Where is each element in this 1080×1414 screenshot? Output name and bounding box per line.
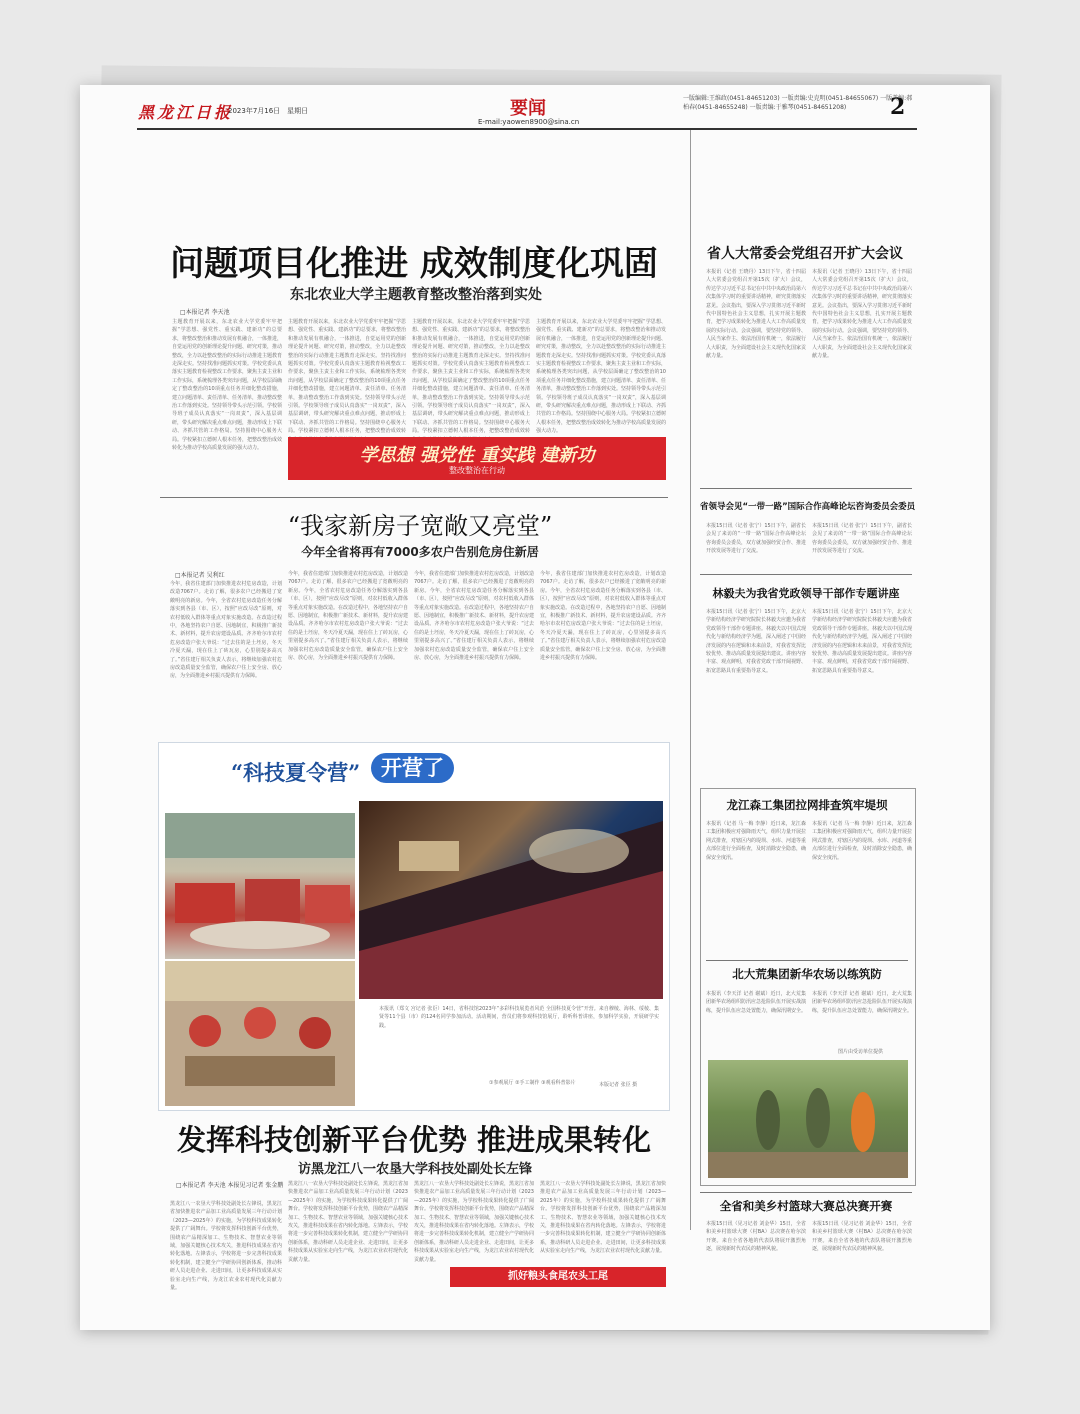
right-divider	[706, 960, 908, 961]
camp-photo-dome	[359, 801, 663, 999]
issue-date: 2023年7月16日 星期日	[228, 107, 309, 115]
camp-feature	[158, 742, 670, 1111]
banner-subtitle: 整改整治在行动	[449, 466, 505, 475]
right-divider	[700, 574, 912, 575]
farm-drill-body-col2	[812, 990, 912, 1042]
workshop-photo-icon	[165, 961, 355, 1106]
npc-meeting-headline: 省人大常委会党组召开扩大会议	[707, 246, 903, 262]
lead-body-col2	[288, 318, 406, 433]
house-subhead: 今年全省将再有7000多农户告别危房住新居	[301, 545, 539, 559]
lecture-headline: 林毅夫为我省党政领导干部作专题讲座	[712, 587, 900, 600]
campaign-banner	[288, 437, 666, 480]
farm-drill-body-col1	[706, 990, 806, 1052]
camp-caption	[379, 1005, 659, 1075]
belt-road-body-col2	[812, 522, 912, 564]
lecture-text: 本报15日讯（记者 张宁）15日下午，北京大学新结构经济学研究院院长林毅夫应邀为我省党政领导干部作专题讲座。林毅夫以中国式现代化与新结构经济学为题，深入阐述了中国经济发展的内在逻辑和未来前景，对我省发挥比较优势、推动高质量发展提出建议。讲座内容丰富、观点鲜明，对我省党政干部开阔视野、拓宽思路具有重要指导意义。	[812, 609, 913, 674]
forestry-text: 本报讯（记者 马一梅 李静）近日来，龙江森工集团积极应对强降雨天气，组织力量开展拉网式排查，对辖区内的堤坝、水库、河道等重点部位进行全面检查，及时消除安全隐患，确保安全度汛。	[812, 821, 913, 861]
newspaper-logo: 黑龙江日报	[138, 103, 234, 122]
farm-drill-text: 本报讯（李天洋 记者 谢斌）近日，北大荒集团新华农场组织防汛应急抢险队伍开展实战演练，提升队伍应急处置能力，确保汛期安全。	[706, 991, 807, 1014]
lecture-body-col2	[812, 608, 912, 750]
basketball-text: 本报15日讯（见习记者 刘金华）15日，全省和美乡村篮球大赛（村BA）总决赛在哈尔滨开赛。来自全省各地的代表队将展开激烈角逐，展现新时代农民的精神风貌。	[706, 1221, 806, 1253]
basketball-headline: 全省和美乡村篮球大赛总决赛开赛	[719, 1199, 893, 1213]
banner-slogan: 学思想 强党性 重实践 建新功	[359, 445, 595, 466]
lecture-body-col1	[706, 608, 806, 750]
tech-body-text: 黑龙江八一农垦大学科技处副处长左锋说，黑龙江省加快推进农产品加工业高质量发展三年行动计划（2023—2025年）的实施，为学校科技成果转化提供了广阔舞台。学校将发挥科技创新平台优势，围绕农产品精深加工、生物技术、智慧农业等领域，加强关键核心技术攻关，推进科技成果在省内转化落地。左锋表示，学校将进一步完善科技成果转化机制，建立健全产学研协同创新体系，推动科研人员走进企业、走进田间，让更多科技成果从实验室走向生产线，为龙江农业农村现代化贡献力量。	[288, 1181, 409, 1263]
house-body-text: 今年，我省住建部门加快推进农村危房改造，计划改造7067户。走访了解，很多农户已经搬进了宽敞明亮的新房。今年，全省农村危房改造任务分解落实到各县（市、区），按照“应改尽改”原则，对农村低收入群体等重点对象实施改造。在改造过程中，各地坚持农户自愿、因地制宜，积极推广新技术、新材料，提升农房建设品质。齐齐哈尔市农村危房改造户张大爷说：“过去住的是土坯房，冬天冷夏天漏，现在住上了砖瓦房，心里别提多高兴了。”省住建厅相关负责人表示，将继续加强农村危房改造质量安全监管，确保农户住上安全房、放心房，为全面推进乡村振兴提供有力保障。	[540, 571, 666, 662]
tech-body-col4	[540, 1180, 666, 1264]
masthead	[138, 94, 998, 126]
house-body-col3	[414, 570, 534, 730]
camp-legend: ①参观展厅 ②手工制作 ③观看科普影片	[489, 1080, 576, 1086]
lead-headline: 问题项目化推进 成效制度化巩固	[170, 244, 658, 284]
camp-caption-text: 本报讯（郑文 宫记者 张臣）14日，省科技馆2023年“多彩科技展览者风范 全国科技夏令营”开营。来自穆棱、海林、绥棱、集贤等11个县（市）的124名同学参加活动。活动期间，营员们将参观科技馆展厅，聆听科普讲座，参加科学实验，开展研学实践。	[379, 1006, 659, 1029]
house-body-col4	[540, 570, 666, 730]
tech-body-col2	[288, 1180, 408, 1295]
tech-subhead: 访黑龙江八一农垦大学科技处副处长左锋	[297, 1162, 532, 1177]
tech-headline: 发挥科技创新平台优势 推进成果转化	[176, 1123, 652, 1157]
basketball-text: 本报15日讯（见习记者 刘金华）15日，全省和美乡村篮球大赛（村BA）总决赛在哈尔滨开赛。来自全省各地的代表队将展开激烈角逐，展现新时代农民的精神风貌。	[812, 1221, 912, 1253]
camp-photo-classroom	[165, 813, 355, 959]
forestry-headline: 龙江森工集团拉网排查筑牢堤坝	[726, 798, 888, 812]
house-headline: “我家新房子宽敞又亮堂”	[287, 512, 553, 540]
lead-subhead: 东北农业大学主题教育整改整治落到实处	[290, 287, 542, 303]
section-name: 要闻	[510, 98, 546, 119]
tech-body-text: 黑龙江八一农垦大学科技处副处长左锋说，黑龙江省加快推进农产品加工业高质量发展三年行动计划（2023—2025年）的实施，为学校科技成果转化提供了广阔舞台。学校将发挥科技创新平台优势，围绕农产品精深加工、生物技术、智慧农业等领域，加强关键核心技术攻关，推进科技成果在省内转化落地。左锋表示，学校将进一步完善科技成果转化机制，建立健全产学研协同创新体系，推动科研人员走进企业、走进田间，让更多科技成果从实验室走向生产线，为龙江农业农村现代化贡献力量。	[170, 1201, 282, 1292]
lead-body-col3	[412, 318, 530, 433]
camp-title: “科技夏令营”	[231, 760, 361, 785]
lead-body-text: 主题教育开展以来，东北农业大学党委牢牢把握“学思想、强党性、重实践、建新功”的总要求，将整改整治和推动发展有机融合，一体推进，自觉运用党的创新理论提升问题、研究对策，推动整改，全力以赴整改整治的实际行动推进主题教育走深走实。坚持找准问题抓实对策。学校党委认真落实主题教育检视整改工作要求，聚焦主责主业和工作实际，系统梳理各类突出问题，从学校层面确定了整改整治的10项重点任务并细化整改措施，建立问题清单、责任清单、任务清单，推动整改整治工作落到实处。坚持领导带头示范引领。学校领导班子成员认真落实“一岗双责”，深入基层调研，带头研究解决重点难点问题，推动形成上下联动、齐抓共管的工作格局。坚持围绕中心服务大局。学校紧扣立德树人根本任务，把整改整治成效转	[412, 319, 530, 435]
tech-byline: □本报记者 李天池 本报见习记者 张金鹏	[176, 1182, 284, 1189]
belt-road-headline: 省领导会见“一带一路”国际合作高峰论坛咨询委员会委员	[700, 502, 916, 512]
right-divider	[700, 1192, 912, 1193]
story-divider	[160, 497, 668, 498]
house-body-col2	[288, 570, 408, 730]
forestry-body-col2	[812, 820, 912, 955]
lead-body-text: 主题教育开展以来，东北农业大学党委牢牢把握“学思想、强党性、重实践、建新功”的总要求，将整改整治和推动发展有机融合，一体推进，自觉运用党的创新理论提升问题、研究对策，推动整改，全力以赴整改整治的实际行动推进主题教育走深走实。坚持找准问题抓实对策。学校党委认真落实主题教育检视整改工作要求，聚焦主责主业和工作实际，系统梳理各类突出问题，从学校层面确定了整改整治的10项重点任务并细化整改措施，建立问题清单、责任清单、任务清单，推动整改整治工作落到实处。坚持领导带头示范引领。学校领导班子成员认真落实“一岗双责”，深入基层调研，带头研究解决重点难点问题，推动形成上下联动、齐抓共管的工作格局。坚持围绕中心服务大局。学校紧扣立德树人根本任务，把整改整治成效转化为推动学校高质量发展的强大动力。	[536, 319, 667, 435]
lead-body-col1	[172, 318, 282, 486]
basketball-body-col1	[706, 1220, 806, 1290]
belt-road-body-col1	[706, 522, 806, 564]
soldiers-photo-icon	[708, 1060, 908, 1178]
flood-drill-photo	[708, 1060, 908, 1178]
house-body-text: 今年，我省住建部门加快推进农村危房改造，计划改造7067户。走访了解，很多农户已经搬进了宽敞明亮的新房。今年，全省农村危房改造任务分解落实到各县（市、区），按照“应改尽改”原则，对农村低收入群体等重点对象实施改造。在改造过程中，各地坚持农户自愿、因地制宜，积极推广新技术、新材料，提升农房建设品质。齐齐哈尔市农村危房改造户张大爷说：“过去住的是土坯房，冬天冷夏天漏，现在住上了砖瓦房，心里别提多高兴了。”省住建厅相关负责人表示，将继续加强农村危房改造质量安全监管，确保农户住上安全房、放心房，为全面推进乡村振兴提供有力保障。	[170, 581, 282, 680]
dome-theater-photo-icon	[359, 801, 663, 999]
farm-drill-text: 本报讯（李天洋 记者 谢斌）近日，北大荒集团新华农场组织防汛应急抢险队伍开展实战演练，提升队伍应急处置能力，确保汛期安全。	[812, 991, 913, 1014]
farm-drill-headline: 北大荒集团新华农场以练筑防	[732, 967, 882, 981]
column-rule	[690, 130, 691, 1230]
npc-meeting-text: 本报讯（记者 王晓丹）13日下午，省十四届人大常委会党组召开第15次（扩大）会议，传达学习习近平总书记在中共中央政治局第六次集体学习时的重要讲话精神，研究贯彻落实意见。会议指出，要深入学习贯彻习近平新时代中国特色社会主义思想，扎实开展主题教育，把学习成果转化为推进人大工作高质量发展的实际行动。会议强调，要坚持党的领导、人民当家作主、依法治国有机统一，依法履行人大职责，为全面建设社会主义现代化国家贡献力量。	[812, 269, 913, 360]
npc-meeting-body-col1	[706, 268, 806, 476]
house-body-text: 今年，我省住建部门加快推进农村危房改造，计划改造7067户。走访了解，很多农户已经搬进了宽敞明亮的新房。今年，全省农村危房改造任务分解落实到各县（市、区），按照“应改尽改”原则，对农村低收入群体等重点对象实施改造。在改造过程中，各地坚持农户自愿、因地制宜，积极推广新技术、新材料，提升农房建设品质。齐齐哈尔市农村危房改造户张大爷说：“过去住的是土坯房，冬天冷夏天漏，现在住上了砖瓦房，心里别提多高兴了。”省住建厅相关负责人表示，将继续加强农村危房改造质量安全监管，确保农户住上安全房、放心房，为全面推进乡村振兴提供有力保障。	[414, 571, 535, 662]
masthead-rule	[137, 128, 917, 130]
lead-body-col4	[536, 318, 666, 433]
house-body-text: 今年，我省住建部门加快推进农村危房改造，计划改造7067户。走访了解，很多农户已经搬进了宽敞明亮的新房。今年，全省农村危房改造任务分解落实到各县（市、区），按照“应改尽改”原则，对农村低收入群体等重点对象实施改造。在改造过程中，各地坚持农户自愿、因地制宜，积极推广新技术、新材料，提升农房建设品质。齐齐哈尔市农村危房改造户张大爷说：“过去住的是土坯房，冬天冷夏天漏，现在住上了砖瓦房，心里别提多高兴了。”省住建厅相关负责人表示，将继续加强农村危房改造质量安全监管，确保农户住上安全房、放心房，为全面推进乡村振兴提供有力保障。	[288, 571, 409, 662]
tech-body-col3	[414, 1180, 534, 1264]
belt-road-text: 本报15日讯（记者 张宁）15日下午，副省长会见了来访的“一带一路”国际合作高峰论坛咨询委员会委员，双方就加强经贸合作、推进开放发展等进行了交流。	[706, 523, 807, 555]
section-email: E-mail:yaowen8900@sina.cn	[478, 118, 580, 126]
lead-body-text: 主题教育开展以来，东北农业大学党委牢牢把握“学思想、强党性、重实践、建新功”的总要求，将整改整治和推动发展有机融合，一体推进，自觉运用党的创新理论提升问题、研究对策，推动整改，全力以赴整改整治的实际行动推进主题教育走深走实。坚持找准问题抓实对策。学校党委认真落实主题教育检视整改工作要求，聚焦主责主业和工作实际，系统梳理各类突出问题，从学校层面确定了整改整治的10项重点任务并细化整改措施，建立问题清单、责任清单、任务清单，推动整改整治工作落到实处。坚持领导带头示范引领。学校领导班子成员认真落实“一岗双责”，深入基层调研，带头研究解决重点难点问题，推动形成上下联动、齐抓共管的工作格局。坚持围绕中心服务大局。学校紧扣立德树人根本任务，把整改整治成效转	[288, 319, 406, 435]
tech-body-text: 黑龙江八一农垦大学科技处副处长左锋说，黑龙江省加快推进农产品加工业高质量发展三年行动计划（2023—2025年）的实施，为学校科技成果转化提供了广阔舞台。学校将发挥科技创新平台优势，围绕农产品精深加工、生物技术、智慧农业等领域，加强关键核心技术攻关，推进科技成果在省内转化落地。左锋表示，学校将进一步完善科技成果转化机制，建立健全产学研协同创新体系，推动科研人员走进企业、走进田间，让更多科技成果从实验室走向生产线，为龙江农业农村现代化贡献力量。	[414, 1181, 535, 1263]
belt-road-text: 本报15日讯（记者 张宁）15日下午，副省长会见了来访的“一带一路”国际合作高峰论坛咨询委员会委员，双方就加强经贸合作、推进开放发展等进行了交流。	[812, 523, 913, 555]
npc-meeting-body-col2	[812, 268, 912, 476]
camp-credit: 本版记者 张臣 摄	[599, 1082, 638, 1088]
lead-byline: □本报记者 李天池	[180, 309, 230, 316]
right-divider	[700, 488, 912, 489]
column-tag-bar: 抓好粮头食尾农头工尾	[450, 1267, 666, 1287]
lecture-text: 本报15日讯（记者 张宁）15日下午，北京大学新结构经济学研究院院长林毅夫应邀为我省党政领导干部作专题讲座。林毅夫以中国式现代化与新结构经济学为题，深入阐述了中国经济发展的内在逻辑和未来前景，对我省发挥比较优势、推动高质量发展提出建议。讲座内容丰富、观点鲜明，对我省党政干部开阔视野、拓宽思路具有重要指导意义。	[706, 609, 807, 674]
npc-meeting-text: 本报讯（记者 王晓丹）13日下午，省十四届人大常委会党组召开第15次（扩大）会议，传达学习习近平总书记在中共中央政治局第六次集体学习时的重要讲话精神，研究贯彻落实意见。会议指出，要深入学习贯彻习近平新时代中国特色社会主义思想，扎实开展主题教育，把学习成果转化为推进人大工作高质量发展的实际行动。会议强调，要坚持党的领导、人民当家作主、依法治国有机统一，依法履行人大职责，为全面建设社会主义现代化国家贡献力量。	[706, 269, 807, 360]
lead-body-text: 主题教育开展以来，东北农业大学党委牢牢把握“学思想、强党性、重实践、建新功”的总要求，将整改整治和推动发展有机融合，一体推进，自觉运用党的创新理论提升问题、研究对策，推动整改，全力以赴整改整治的实际行动推进主题教育走深走实。坚持找准问题抓实对策。学校党委认真落实主题教育检视整改工作要求，聚焦主责主业和工作实际，系统梳理各类突出问题，从学校层面确定了整改整治的10项重点任务并细化整改措施，建立问题清单、责任清单、任务清单，推动整改整治工作落到实处。坚持领导带头示范引领。学校领导班子成员认真落实“一岗双责”，深入基层调研，带头研究解决重点难点问题，推动形成上下联动、齐抓共管的工作格局。坚持围绕中心服务大局。学校紧扣立德树人根本任务，把整改整治成效转化为推动学校高质量发展的强大动力。	[172, 319, 283, 452]
house-body-col1	[170, 580, 282, 730]
house-byline: □本报记者 吴利红	[175, 572, 225, 579]
tech-body-text: 黑龙江八一农垦大学科技处副处长左锋说，黑龙江省加快推进农产品加工业高质量发展三年行动计划（2023—2025年）的实施，为学校科技成果转化提供了广阔舞台。学校将发挥科技创新平台优势，围绕农产品精深加工、生物技术、智慧农业等领域，加强关键核心技术攻关，推进科技成果在省内转化落地。左锋表示，学校将进一步完善科技成果转化机制，建立健全产学研协同创新体系，推动科研人员走进企业、走进田间，让更多科技成果从实验室走向生产线，为龙江农业农村现代化贡献力量。	[540, 1181, 666, 1255]
tech-body-col1	[170, 1200, 282, 1295]
forestry-text: 本报讯（记者 马一梅 李静）近日来，龙江森工集团积极应对强降雨天气，组织力量开展拉网式排查，对辖区内的堤坝、水库、河道等重点部位进行全面检查，及时消除安全隐患，确保安全度汛。	[706, 821, 807, 861]
classroom-photo-icon	[165, 813, 355, 959]
camp-open-badge: 开营了	[371, 753, 454, 783]
editors-info: 一版编辑:王维政(0451-84651203) 一版责编:史克明(0451-84655067) 一版美编:郝柏春(0451-84655248) 一版责编:于雅琴(0451-84651208)	[683, 95, 913, 111]
farm-drill-credit: 图片由受访单位提供	[838, 1049, 884, 1055]
page-number: 2	[890, 94, 906, 120]
basketball-body-col2	[812, 1220, 912, 1290]
camp-photo-workshop	[165, 961, 355, 1106]
forestry-body-col1	[706, 820, 806, 955]
